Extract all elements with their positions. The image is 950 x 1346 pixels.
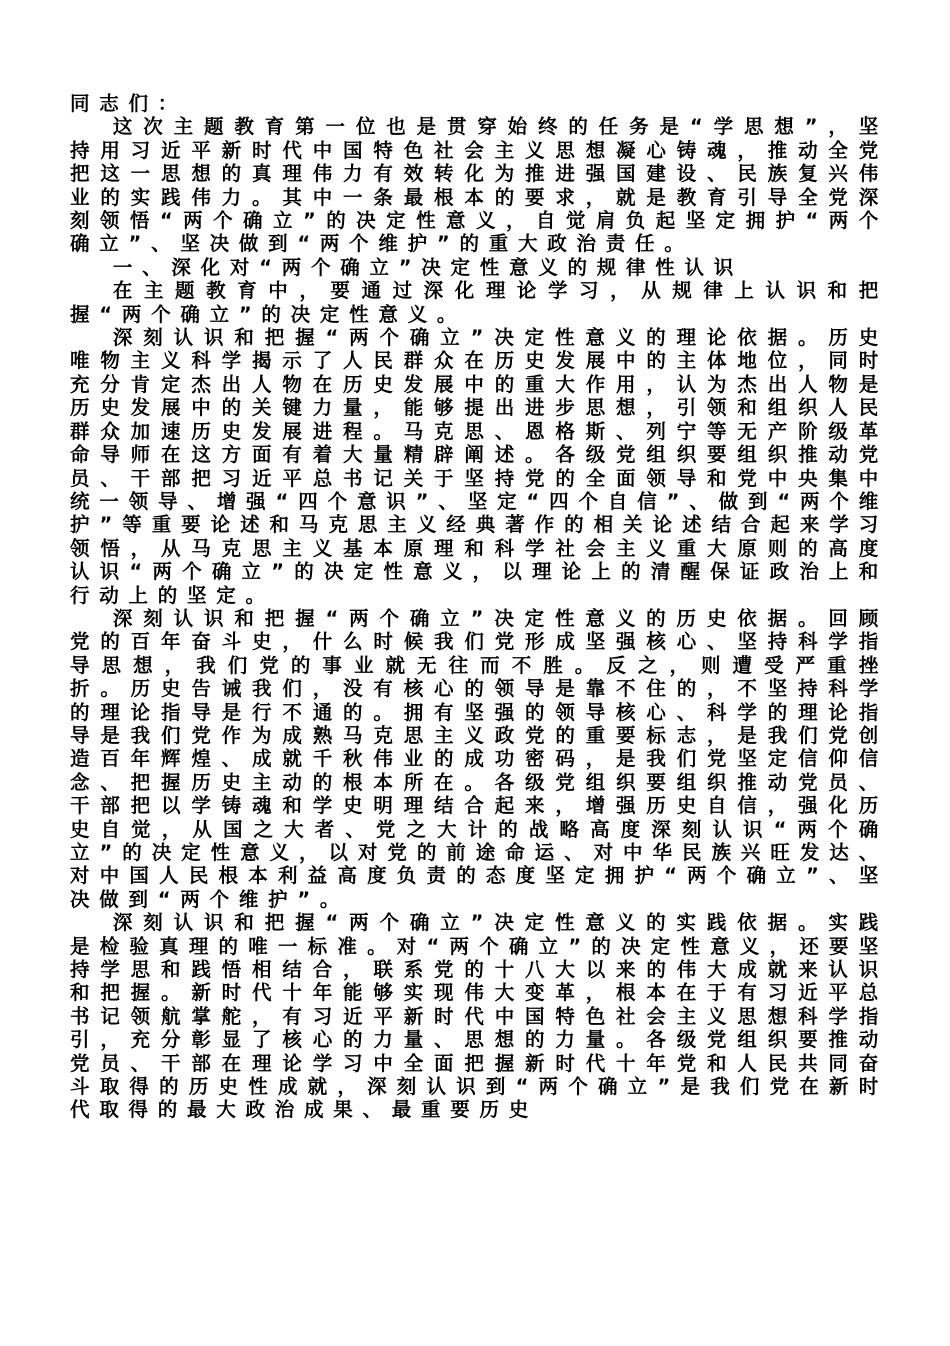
practice-basis-paragraph: 深刻认识和把握“两个确立”决定性意义的实践依据。实践是检验真理的唯一标准。对“两个确立”的决定性意义，还要坚持学思和践悟相结合，联系党的十八大以来的伟大成就来认识和把握。新时代十年能够实现伟大变革，根本在于有习近平总书记领航掌舵，有习近平新时代中国特色社会主义思想科学指引，充分彰显了核心的力量、思想的力量。各级党组织要推动党员、干部在理论学习中全面把握新时代十年党和人民共同奋斗取得的历史性成就，深刻认识到“两个确立”是我们党在新时代取得的最大政治成果、最重要历史	[70, 911, 888, 1122]
section-heading: 一、深化对“两个确立”决定性意义的规律性认识	[112, 255, 744, 279]
intro-paragraph: 这次主题教育第一位也是贯穿始终的任务是“学思想”，坚持用习近平新时代中国特色社会主义思想凝心铸魂，推动全党把这一思想的真理伟力有效转化为推进强国建设、民族复兴伟业的实践伟力。其中一条最根本的要求，就是教育引导全党深刻领悟“两个确立”的决定性意义，自觉肩负起坚定拥护“两个确立”、坚决做到“两个维护”的重大政治责任。	[70, 115, 888, 256]
section-intro-paragraph: 在主题教育中，要通过深化理论学习，从规律上认识和把握“两个确立”的决定性意义。	[70, 279, 888, 326]
salutation: 同志们：	[70, 92, 188, 115]
document-page	[70, 92, 888, 1122]
theory-basis-paragraph: 深刻认识和把握“两个确立”决定性意义的理论依据。历史唯物主义科学揭示了人民群众在历史发展中的主体地位，同时充分肯定杰出人物在历史发展中的重大作用，认为杰出人物是历史发展中的关键力量，能够提出进步思想，引领和组织人民群众加速历史发展进程。马克思、恩格斯、列宁等无产阶级革命导师在这方面有着大量精辟阐述。各级党组织要组织推动党员、干部把习近平总书记关于坚持党的全面领导和党中央集中统一领导、增强“四个意识”、坚定“四个自信”、做到“两个维护”等重要论述和马克思主义经典著作的相关论述结合起来学习领悟，从马克思主义基本原理和科学社会主义重大原则的高度认识“两个确立”的决定性意义，以理论上的清醒保证政治上和行动上的坚定。	[70, 326, 888, 607]
history-basis-paragraph: 深刻认识和把握“两个确立”决定性意义的历史依据。回顾党的百年奋斗史，什么时候我们党形成坚强核心、坚持科学指导思想，我们党的事业就无往而不胜。反之，则遭受严重挫折。历史告诫我们，没有核心的领导是靠不住的，不坚持科学的理论指导是行不通的。拥有坚强的领导核心、科学的理论指导是我们党作为成熟马克思主义政党的重要标志，是我们党创造百年辉煌、成就千秋伟业的成功密码，是我们党坚定信仰信念、把握历史主动的根本所在。各级党组织要组织推动党员、干部把以学铸魂和学史明理结合起来，增强历史自信，强化历史自觉，从国之大者、党之大计的战略高度深刻认识“两个确立”的决定性意义，以对党的前途命运、对中华民族兴旺发达、对中国人民根本利益高度负责的态度坚定拥护“两个确立”、坚决做到“两个维护”。	[70, 606, 888, 911]
